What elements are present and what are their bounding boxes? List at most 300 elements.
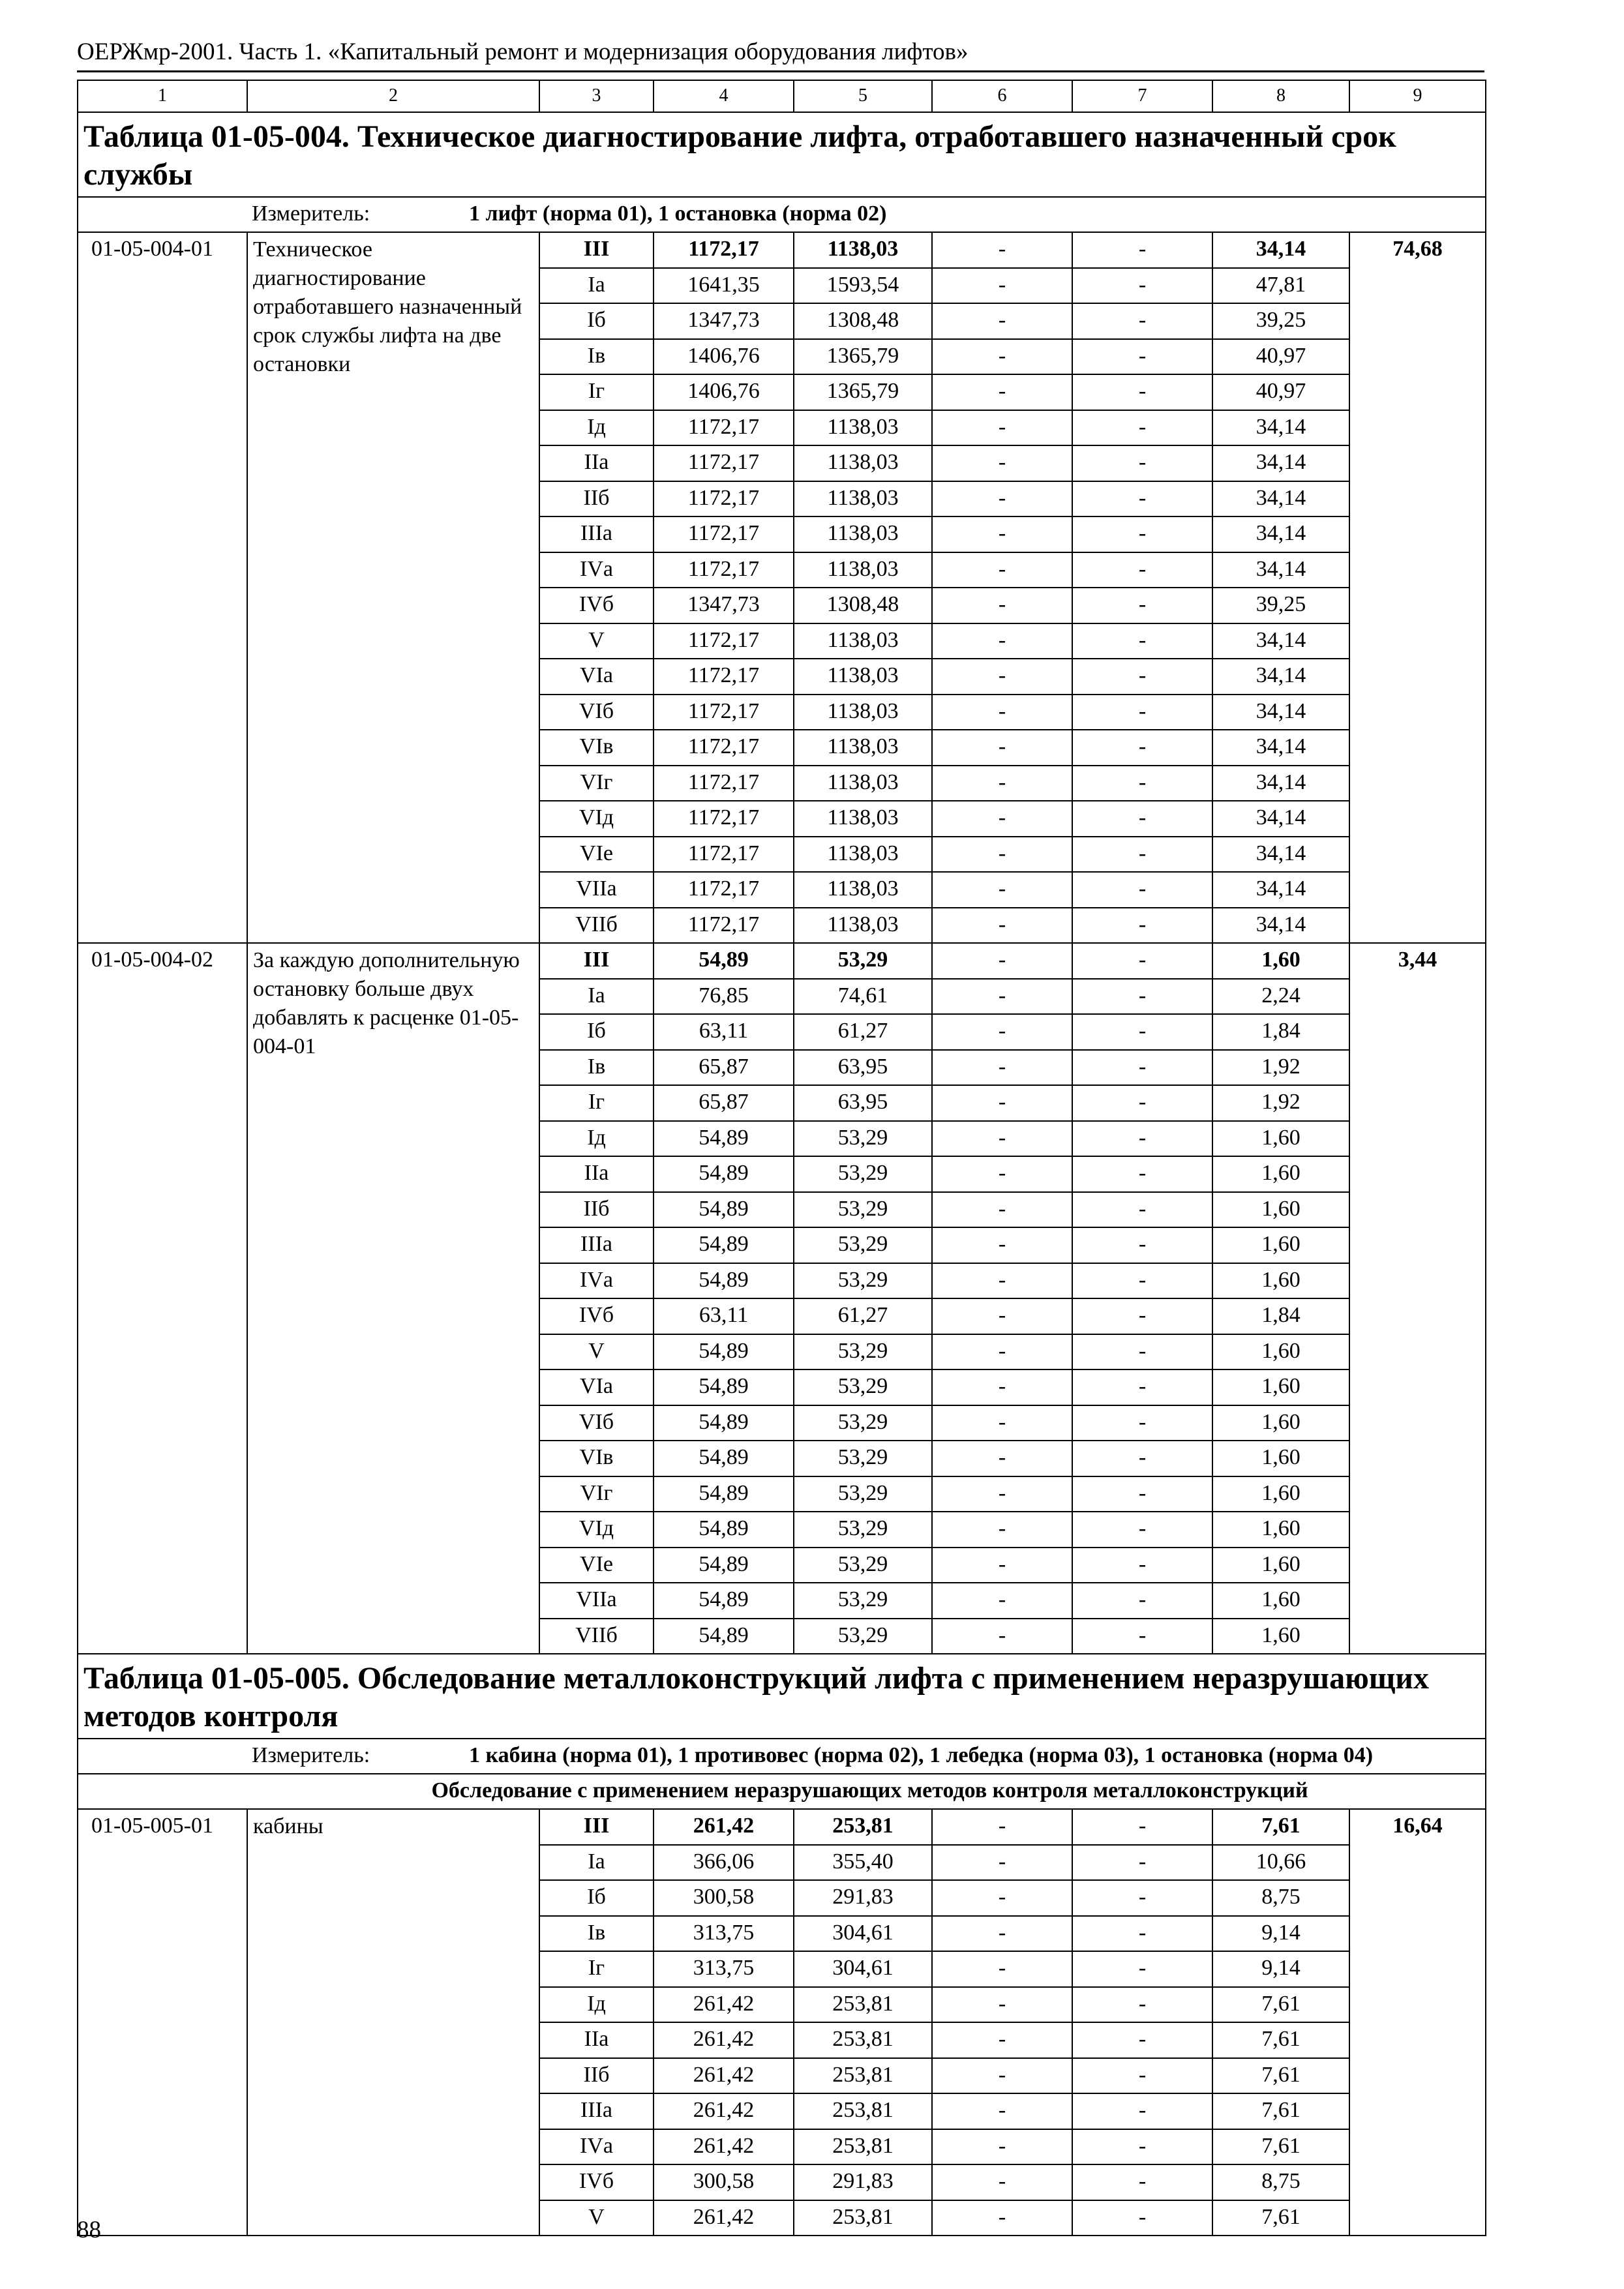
value-cell: - <box>932 1916 1072 1952</box>
value-cell: - <box>932 1476 1072 1512</box>
column-number: 9 <box>1349 80 1486 112</box>
value-cell: - <box>932 410 1072 446</box>
zone-cell: IIб <box>539 481 654 517</box>
table-title-row <box>78 112 1486 197</box>
value-cell: 261,42 <box>654 2022 794 2058</box>
value-cell: 34,14 <box>1212 872 1349 908</box>
value-cell: 1,60 <box>1212 943 1349 979</box>
subheading-row <box>78 1774 1486 1809</box>
zone-cell: Iд <box>539 410 654 446</box>
unit-label: Измеритель: <box>252 202 370 226</box>
value-cell: - <box>1072 695 1212 730</box>
value-cell: - <box>1072 481 1212 517</box>
value-cell: - <box>932 943 1072 979</box>
value-cell: 54,89 <box>654 1405 794 1441</box>
value-cell: 54,89 <box>654 1512 794 1548</box>
zone-cell: IVа <box>539 2129 654 2165</box>
zone-cell: IIIа <box>539 516 654 552</box>
value-cell: 1138,03 <box>794 232 932 268</box>
zone-cell: Iд <box>539 1987 654 2023</box>
value-cell: 1138,03 <box>794 801 932 837</box>
value-cell: - <box>932 2093 1072 2129</box>
value-cell: 1172,17 <box>654 445 794 481</box>
value-cell: - <box>932 1227 1072 1263</box>
value-cell: - <box>932 1583 1072 1619</box>
subheading-cell <box>78 1774 1486 1809</box>
value-cell: - <box>932 1880 1072 1916</box>
value-cell: - <box>932 588 1072 623</box>
value-cell: 1172,17 <box>654 730 794 766</box>
value-cell: - <box>1072 374 1212 410</box>
zone-cell: VIIа <box>539 872 654 908</box>
zone-cell: IVб <box>539 2164 654 2200</box>
value-cell: 366,06 <box>654 1845 794 1881</box>
value-cell: 1138,03 <box>794 730 932 766</box>
rates-table-body <box>78 80 1486 2236</box>
value-cell: - <box>932 2129 1072 2165</box>
value-cell: 1,60 <box>1212 1192 1349 1228</box>
value-cell: 1138,03 <box>794 695 932 730</box>
value-cell: - <box>1072 1192 1212 1228</box>
value-cell: 61,27 <box>794 1014 932 1050</box>
value-cell: 1138,03 <box>794 766 932 801</box>
value-cell: 53,29 <box>794 1619 932 1654</box>
value-cell: 34,14 <box>1212 730 1349 766</box>
value-cell: - <box>1072 659 1212 695</box>
value-cell: - <box>932 730 1072 766</box>
value-cell: 53,29 <box>794 1121 932 1157</box>
page-header: ОЕРЖмр-2001. Часть 1. «Капитальный ремонт и модернизация оборудования лифтов» <box>77 38 969 65</box>
value-cell: 65,87 <box>654 1085 794 1121</box>
value-cell: 1172,17 <box>654 232 794 268</box>
value-cell: 10,66 <box>1212 1845 1349 1881</box>
value-cell: 300,58 <box>654 2164 794 2200</box>
zone-cell: VIа <box>539 1369 654 1405</box>
value-cell: - <box>932 1405 1072 1441</box>
value-cell: - <box>932 979 1072 1015</box>
value-cell: 1365,79 <box>794 339 932 375</box>
zone-cell: VIе <box>539 837 654 873</box>
zone-cell: VIIб <box>539 908 654 944</box>
column-number: 3 <box>539 80 654 112</box>
value-cell: 39,25 <box>1212 303 1349 339</box>
value-cell: - <box>1072 801 1212 837</box>
value-cell: 261,42 <box>654 1809 794 1845</box>
value-cell: - <box>1072 588 1212 623</box>
zone-cell: IIа <box>539 445 654 481</box>
value-cell: - <box>1072 908 1212 944</box>
column-number: 8 <box>1212 80 1349 112</box>
value-cell: 1,60 <box>1212 1619 1349 1654</box>
zone-cell: Iв <box>539 1050 654 1086</box>
value-cell: - <box>1072 872 1212 908</box>
value-cell: 313,75 <box>654 1951 794 1987</box>
value-cell: - <box>1072 1512 1212 1548</box>
value-cell: 1365,79 <box>794 374 932 410</box>
value-cell: 1138,03 <box>794 410 932 446</box>
zone-cell: III <box>539 232 654 268</box>
value-cell: 1138,03 <box>794 837 932 873</box>
zone-cell: IVа <box>539 552 654 588</box>
value-cell: 63,11 <box>654 1298 794 1334</box>
zone-cell: VIд <box>539 1512 654 1548</box>
value-cell: - <box>932 801 1072 837</box>
value-cell: - <box>932 339 1072 375</box>
value-cell: 1,60 <box>1212 1441 1349 1476</box>
value-cell: - <box>932 1512 1072 1548</box>
zone-cell: Iа <box>539 1845 654 1881</box>
value-cell: 7,61 <box>1212 2200 1349 2236</box>
total-cell: 74,68 <box>1349 232 1486 943</box>
zone-cell: Iг <box>539 374 654 410</box>
value-cell: - <box>932 2022 1072 2058</box>
column-number: 2 <box>247 80 539 112</box>
value-cell: 1172,17 <box>654 659 794 695</box>
value-cell: 8,75 <box>1212 1880 1349 1916</box>
value-cell: 7,61 <box>1212 2022 1349 2058</box>
value-cell: - <box>1072 1845 1212 1881</box>
value-cell: 1172,17 <box>654 801 794 837</box>
zone-cell: III <box>539 1809 654 1845</box>
value-cell: 261,42 <box>654 2200 794 2236</box>
value-cell: - <box>932 1987 1072 2023</box>
zone-cell: Iв <box>539 339 654 375</box>
value-cell: - <box>932 445 1072 481</box>
zone-cell: Iа <box>539 268 654 304</box>
value-cell: 53,29 <box>794 1369 932 1405</box>
value-cell: - <box>1072 1334 1212 1370</box>
value-cell: - <box>1072 1880 1212 1916</box>
value-cell: 34,14 <box>1212 516 1349 552</box>
value-cell: 253,81 <box>794 2129 932 2165</box>
column-numbers-row <box>78 80 1486 112</box>
value-cell: 54,89 <box>654 1121 794 1157</box>
value-cell: 53,29 <box>794 1476 932 1512</box>
value-cell: 1172,17 <box>654 552 794 588</box>
value-cell: - <box>1072 623 1212 659</box>
value-cell: 9,14 <box>1212 1951 1349 1987</box>
value-cell: - <box>1072 1916 1212 1952</box>
value-cell: - <box>1072 2129 1212 2165</box>
zone-cell: Iг <box>539 1085 654 1121</box>
value-cell: - <box>1072 1441 1212 1476</box>
value-cell: - <box>1072 1583 1212 1619</box>
table-title-row <box>78 1654 1486 1739</box>
zone-cell: IIа <box>539 2022 654 2058</box>
value-cell: - <box>932 2058 1072 2094</box>
column-number: 5 <box>794 80 932 112</box>
zone-cell: IIб <box>539 1192 654 1228</box>
value-cell: - <box>932 2200 1072 2236</box>
zone-cell: IVб <box>539 588 654 623</box>
value-cell: 7,61 <box>1212 2093 1349 2129</box>
value-cell: 34,14 <box>1212 766 1349 801</box>
value-cell: 1,60 <box>1212 1512 1349 1548</box>
value-cell: 34,14 <box>1212 552 1349 588</box>
value-cell: 34,14 <box>1212 908 1349 944</box>
value-cell: 7,61 <box>1212 1987 1349 2023</box>
value-cell: - <box>1072 445 1212 481</box>
zone-cell: VIв <box>539 1441 654 1476</box>
value-cell: 253,81 <box>794 2058 932 2094</box>
value-cell: 1406,76 <box>654 374 794 410</box>
value-cell: 53,29 <box>794 1156 932 1192</box>
value-cell: - <box>932 1192 1072 1228</box>
column-number: 1 <box>78 80 247 112</box>
value-cell: 1406,76 <box>654 339 794 375</box>
table-row <box>78 232 1486 268</box>
rates-table <box>77 80 1486 2236</box>
value-cell: 54,89 <box>654 1476 794 1512</box>
zone-cell: IVа <box>539 1263 654 1299</box>
zone-cell: Iа <box>539 979 654 1015</box>
unit-value: 1 лифт (норма 01), 1 остановка (норма 02) <box>469 202 887 226</box>
value-cell: - <box>1072 837 1212 873</box>
value-cell: - <box>1072 1298 1212 1334</box>
value-cell: 313,75 <box>654 1916 794 1952</box>
value-cell: - <box>932 1441 1072 1476</box>
value-cell: 76,85 <box>654 979 794 1015</box>
zone-cell: V <box>539 623 654 659</box>
zone-cell: IIб <box>539 2058 654 2094</box>
value-cell: 1,60 <box>1212 1548 1349 1583</box>
value-cell: 1308,48 <box>794 588 932 623</box>
value-cell: 1172,17 <box>654 623 794 659</box>
value-cell: 355,40 <box>794 1845 932 1881</box>
value-cell: 1347,73 <box>654 303 794 339</box>
column-number: 6 <box>932 80 1072 112</box>
value-cell: 1,92 <box>1212 1085 1349 1121</box>
value-cell: 53,29 <box>794 1227 932 1263</box>
value-cell: 291,83 <box>794 2164 932 2200</box>
unit-cell <box>78 1739 1486 1774</box>
value-cell: - <box>1072 1227 1212 1263</box>
zone-cell: IVб <box>539 1298 654 1334</box>
zone-cell: VIг <box>539 1476 654 1512</box>
zone-cell: Iб <box>539 1880 654 1916</box>
value-cell: - <box>1072 1987 1212 2023</box>
value-cell: - <box>1072 730 1212 766</box>
value-cell: 53,29 <box>794 1512 932 1548</box>
value-cell: - <box>932 481 1072 517</box>
value-cell: - <box>932 837 1072 873</box>
unit-row <box>78 1739 1486 1774</box>
value-cell: 54,89 <box>654 1369 794 1405</box>
value-cell: 1138,03 <box>794 872 932 908</box>
value-cell: 1,60 <box>1212 1405 1349 1441</box>
value-cell: - <box>1072 2200 1212 2236</box>
value-cell: - <box>1072 1085 1212 1121</box>
value-cell: 1,60 <box>1212 1156 1349 1192</box>
value-cell: - <box>1072 766 1212 801</box>
rate-description: Техническое диагностирование отработавшего назначенный срок службы лифта на две остановки <box>247 232 539 943</box>
value-cell: 53,29 <box>794 1263 932 1299</box>
value-cell: - <box>932 766 1072 801</box>
value-cell: 2,24 <box>1212 979 1349 1015</box>
value-cell: 1172,17 <box>654 908 794 944</box>
total-cell: 16,64 <box>1349 1809 1486 2236</box>
value-cell: - <box>1072 2058 1212 2094</box>
value-cell: 1,60 <box>1212 1369 1349 1405</box>
value-cell: - <box>932 1085 1072 1121</box>
value-cell: 53,29 <box>794 1334 932 1370</box>
value-cell: - <box>1072 303 1212 339</box>
value-cell: 1138,03 <box>794 516 932 552</box>
value-cell: 1172,17 <box>654 837 794 873</box>
zone-cell: VIб <box>539 695 654 730</box>
value-cell: - <box>932 1298 1072 1334</box>
value-cell: - <box>1072 232 1212 268</box>
column-number: 4 <box>654 80 794 112</box>
value-cell: 1138,03 <box>794 908 932 944</box>
column-number: 7 <box>1072 80 1212 112</box>
value-cell: 1138,03 <box>794 659 932 695</box>
zone-cell: IIа <box>539 1156 654 1192</box>
value-cell: 63,11 <box>654 1014 794 1050</box>
zone-cell: IIIа <box>539 1227 654 1263</box>
value-cell: 54,89 <box>654 1156 794 1192</box>
value-cell: - <box>932 908 1072 944</box>
value-cell: 34,14 <box>1212 837 1349 873</box>
value-cell: 261,42 <box>654 2129 794 2165</box>
value-cell: 300,58 <box>654 1880 794 1916</box>
rate-code: 01-05-004-02 <box>78 943 247 1654</box>
zone-cell: VIг <box>539 766 654 801</box>
value-cell: 1172,17 <box>654 410 794 446</box>
value-cell: 8,75 <box>1212 2164 1349 2200</box>
value-cell: - <box>932 2164 1072 2200</box>
value-cell: - <box>932 659 1072 695</box>
value-cell: 1138,03 <box>794 445 932 481</box>
value-cell: - <box>1072 2022 1212 2058</box>
value-cell: 1172,17 <box>654 695 794 730</box>
value-cell: 65,87 <box>654 1050 794 1086</box>
value-cell: 54,89 <box>654 1263 794 1299</box>
value-cell: 53,29 <box>794 1192 932 1228</box>
value-cell: 7,61 <box>1212 2129 1349 2165</box>
value-cell: 1,92 <box>1212 1050 1349 1086</box>
value-cell: - <box>1072 516 1212 552</box>
subheading: Обследование с применением неразрушающих методов контроля металлоконструкций <box>431 1778 1308 1803</box>
value-cell: - <box>932 1263 1072 1299</box>
value-cell: - <box>932 552 1072 588</box>
value-cell: - <box>1072 943 1212 979</box>
zone-cell: VIе <box>539 1548 654 1583</box>
value-cell: - <box>932 1334 1072 1370</box>
value-cell: 54,89 <box>654 1192 794 1228</box>
value-cell: - <box>932 695 1072 730</box>
value-cell: 253,81 <box>794 2200 932 2236</box>
value-cell: - <box>1072 1263 1212 1299</box>
value-cell: 261,42 <box>654 2093 794 2129</box>
value-cell: 7,61 <box>1212 1809 1349 1845</box>
value-cell: 34,14 <box>1212 445 1349 481</box>
value-cell: - <box>932 872 1072 908</box>
zone-cell: VIIб <box>539 1619 654 1654</box>
value-cell: - <box>932 1156 1072 1192</box>
value-cell: - <box>1072 979 1212 1015</box>
value-cell: - <box>1072 410 1212 446</box>
zone-cell: Iд <box>539 1121 654 1157</box>
zone-cell: III <box>539 943 654 979</box>
zone-cell: VIа <box>539 659 654 695</box>
value-cell: 34,14 <box>1212 623 1349 659</box>
value-cell: 253,81 <box>794 2022 932 2058</box>
value-cell: 253,81 <box>794 1987 932 2023</box>
value-cell: 1172,17 <box>654 516 794 552</box>
rate-code: 01-05-005-01 <box>78 1809 247 2236</box>
value-cell: 53,29 <box>794 1441 932 1476</box>
value-cell: 253,81 <box>794 1809 932 1845</box>
value-cell: - <box>1072 552 1212 588</box>
value-cell: 304,61 <box>794 1916 932 1952</box>
value-cell: 54,89 <box>654 1583 794 1619</box>
value-cell: - <box>1072 268 1212 304</box>
value-cell: - <box>932 1014 1072 1050</box>
value-cell: - <box>932 1548 1072 1583</box>
value-cell: - <box>932 1369 1072 1405</box>
value-cell: - <box>1072 1156 1212 1192</box>
value-cell: 7,61 <box>1212 2058 1349 2094</box>
zone-cell: V <box>539 2200 654 2236</box>
value-cell: - <box>932 623 1072 659</box>
value-cell: 61,27 <box>794 1298 932 1334</box>
value-cell: - <box>1072 1405 1212 1441</box>
value-cell: - <box>932 1121 1072 1157</box>
value-cell: 54,89 <box>654 1441 794 1476</box>
value-cell: 261,42 <box>654 1987 794 2023</box>
value-cell: 34,14 <box>1212 659 1349 695</box>
value-cell: - <box>932 1809 1072 1845</box>
value-cell: 34,14 <box>1212 481 1349 517</box>
zone-cell: VIб <box>539 1405 654 1441</box>
value-cell: 53,29 <box>794 1548 932 1583</box>
zone-cell: Iб <box>539 1014 654 1050</box>
value-cell: 47,81 <box>1212 268 1349 304</box>
rate-description: кабины <box>247 1809 539 2236</box>
unit-label: Измеритель: <box>252 1743 370 1767</box>
zone-cell: V <box>539 1334 654 1370</box>
value-cell: 304,61 <box>794 1951 932 1987</box>
value-cell: 1,60 <box>1212 1583 1349 1619</box>
value-cell: 1138,03 <box>794 481 932 517</box>
value-cell: 54,89 <box>654 1548 794 1583</box>
value-cell: 1,60 <box>1212 1263 1349 1299</box>
value-cell: 1172,17 <box>654 481 794 517</box>
value-cell: - <box>932 1845 1072 1881</box>
value-cell: - <box>932 303 1072 339</box>
value-cell: 1308,48 <box>794 303 932 339</box>
value-cell: - <box>932 268 1072 304</box>
value-cell: 54,89 <box>654 1227 794 1263</box>
value-cell: 1347,73 <box>654 588 794 623</box>
table-title: Таблица 01-05-004. Техническое диагностирование лифта, отработавшего назначенный срок службы <box>78 112 1486 197</box>
value-cell: 1,84 <box>1212 1014 1349 1050</box>
value-cell: 63,95 <box>794 1050 932 1086</box>
value-cell: - <box>1072 1619 1212 1654</box>
value-cell: - <box>1072 1809 1212 1845</box>
value-cell: - <box>932 374 1072 410</box>
unit-row <box>78 197 1486 232</box>
value-cell: - <box>932 516 1072 552</box>
value-cell: - <box>1072 2093 1212 2129</box>
zone-cell: VIв <box>539 730 654 766</box>
value-cell: - <box>1072 1014 1212 1050</box>
value-cell: 1,60 <box>1212 1121 1349 1157</box>
value-cell: 1,60 <box>1212 1227 1349 1263</box>
value-cell: - <box>1072 339 1212 375</box>
value-cell: 1138,03 <box>794 623 932 659</box>
